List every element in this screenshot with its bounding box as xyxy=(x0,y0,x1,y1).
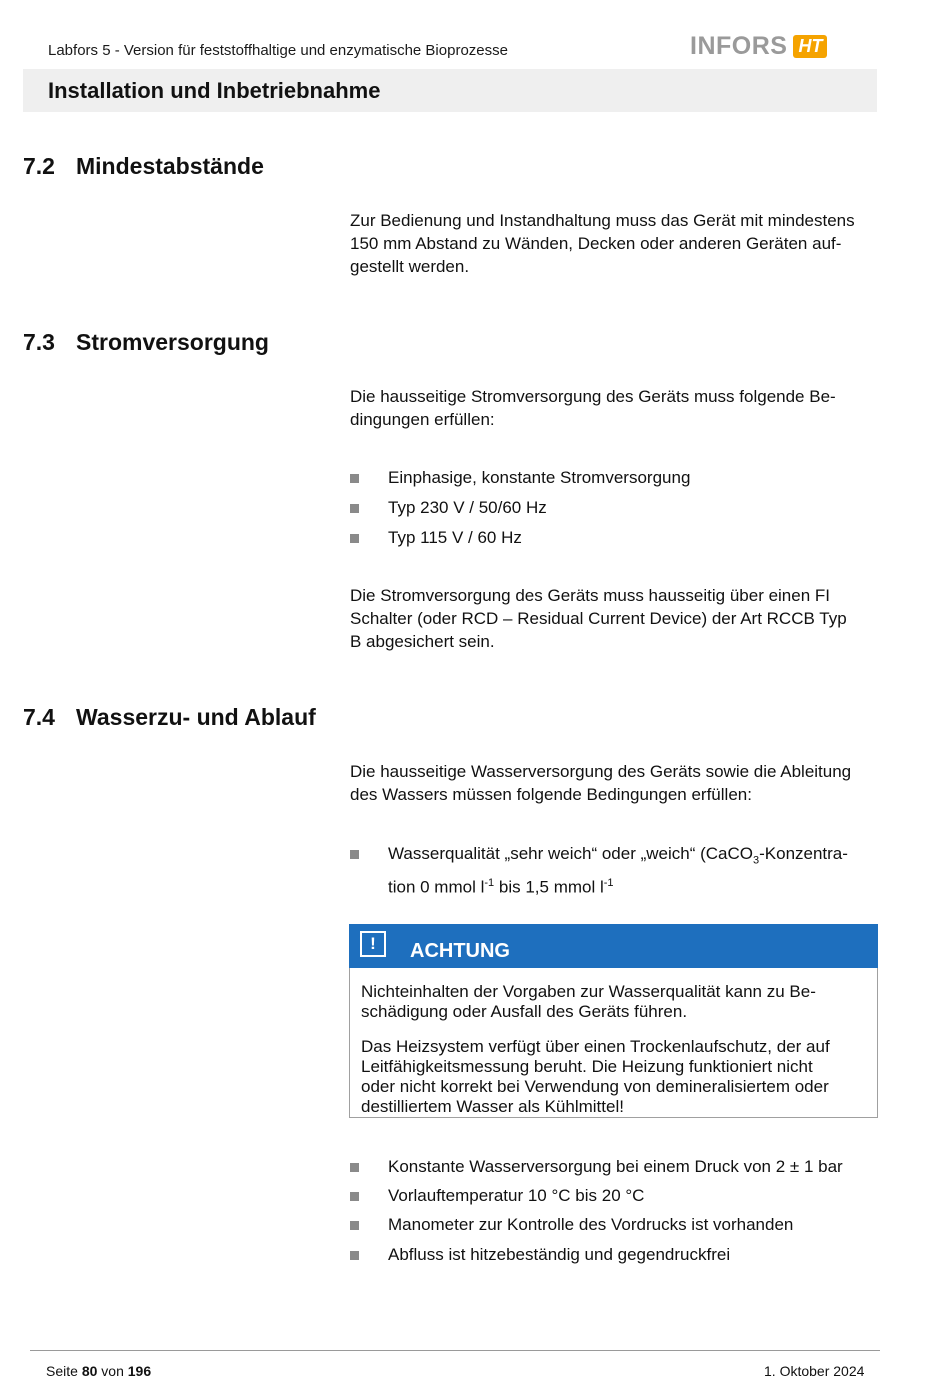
section-title: Stromversorgung xyxy=(76,329,269,355)
list-item-text: Vorlauftemperatur 10 °C bis 20 °C xyxy=(388,1186,645,1205)
document-subtitle: Labfors 5 - Version für feststoffhaltige und enzymatische Bioprozesse xyxy=(48,42,508,59)
warning-paragraph xyxy=(361,982,866,1022)
bullet-square-icon xyxy=(350,504,359,513)
bullet-square-icon xyxy=(350,474,359,483)
section-number: 7.2 xyxy=(23,153,55,179)
text-fragment: tion 0 mmol l xyxy=(388,878,485,898)
warning-paragraph xyxy=(361,1037,866,1117)
text-line: 150 mm Abstand zu Wänden, Decken oder anderen Geräten auf- xyxy=(350,234,842,253)
section-7-2-paragraph xyxy=(350,209,880,278)
warning-exclamation-icon: ! xyxy=(360,931,386,957)
text-line: dingungen erfüllen: xyxy=(350,410,495,429)
bullet-square-icon xyxy=(350,1163,359,1172)
text-line: oder nicht korrekt bei Verwendung von demineralisiertem oder xyxy=(361,1077,829,1096)
logo-badge: HT xyxy=(793,35,827,58)
text-line: Die Stromversorgung des Geräts muss hausseitig über einen FI xyxy=(350,586,831,605)
section-7-3-heading xyxy=(23,329,269,356)
list-item xyxy=(350,1184,880,1207)
logo-text: INFORS xyxy=(690,31,788,60)
list-item xyxy=(350,496,880,519)
chapter-title: Installation und Inbetriebnahme xyxy=(48,78,381,103)
bullet-square-icon xyxy=(350,1251,359,1260)
list-item-water-quality xyxy=(350,842,880,899)
section-7-3-intro xyxy=(350,385,880,431)
list-item xyxy=(350,1243,880,1266)
footer-divider xyxy=(30,1350,880,1351)
list-item-text: Einphasige, konstante Stromversorgung xyxy=(388,468,691,487)
text-line: destilliertem Wasser als Kühlmittel! xyxy=(361,1097,624,1116)
text-line: Die hausseitige Wasserversorgung des Geräts sowie die Ableitung xyxy=(350,762,852,781)
text-line: Nichteinhalten der Vorgaben zur Wasserqualität kann zu Be- xyxy=(361,982,816,1001)
page-prefix: Seite xyxy=(46,1363,82,1379)
bullet-square-icon xyxy=(350,1221,359,1230)
text-line: Das Heizsystem verfügt über einen Trockenlaufschutz, der auf xyxy=(361,1037,830,1056)
section-7-3-outro xyxy=(350,584,880,653)
text-line: Zur Bedienung und Instandhaltung muss das Gerät mit mindestens xyxy=(350,211,855,230)
text-line: schädigung oder Ausfall des Geräts führen. xyxy=(361,1002,688,1021)
page-mid: von xyxy=(97,1363,128,1379)
list-item-text: Abfluss ist hitzebeständig und gegendruckfrei xyxy=(388,1245,731,1264)
superscript: -1 xyxy=(603,877,614,890)
text-line: des Wassers müssen folgende Bedingungen erfüllen: xyxy=(350,785,752,804)
subscript: 3 xyxy=(752,854,760,867)
text-fragment: -Konzentra- xyxy=(759,844,848,863)
footer-date: 1. Oktober 2024 xyxy=(764,1363,865,1379)
list-item xyxy=(350,1155,880,1178)
section-title: Wasserzu- und Ablauf xyxy=(76,704,316,730)
section-title: Mindestabstände xyxy=(76,153,264,179)
list-item-text xyxy=(388,842,848,899)
text-line: Leitfähigkeitsmessung beruht. Die Heizung funktioniert nicht xyxy=(361,1057,813,1076)
section-number: 7.3 xyxy=(23,329,55,355)
bullet-square-icon xyxy=(350,1192,359,1201)
list-item xyxy=(350,1213,880,1236)
list-item-text: Manometer zur Kontrolle des Vordrucks ist vorhanden xyxy=(388,1215,794,1234)
list-item xyxy=(350,466,880,489)
text-line: Schalter (oder RCD – Residual Current Device) der Art RCCB Typ xyxy=(350,609,847,628)
infors-ht-logo xyxy=(690,32,827,60)
section-7-4-intro xyxy=(350,760,880,806)
page-current: 80 xyxy=(81,1363,98,1379)
page-number xyxy=(46,1363,151,1379)
warning-title: ACHTUNG xyxy=(410,940,510,962)
list-item xyxy=(350,526,880,549)
list-item-text: Konstante Wasserversorgung bei einem Druck von 2 ± 1 bar xyxy=(388,1157,843,1176)
list-item-text: Typ 115 V / 60 Hz xyxy=(388,528,522,547)
section-7-2-heading xyxy=(23,153,264,180)
page-total: 196 xyxy=(127,1363,152,1379)
text-fragment: Wasserqualität „sehr weich“ oder „weich“ (CaCO xyxy=(388,844,753,863)
superscript: -1 xyxy=(484,877,495,890)
section-7-4-heading xyxy=(23,704,316,731)
bullet-square-icon xyxy=(350,850,359,859)
section-number: 7.4 xyxy=(23,704,55,730)
text-fragment: bis 1,5 mmol l xyxy=(494,878,604,898)
list-item-text: Typ 230 V / 50/60 Hz xyxy=(388,498,547,517)
bullet-square-icon xyxy=(350,534,359,543)
text-line: Die hausseitige Stromversorgung des Geräts muss folgende Be- xyxy=(350,387,836,406)
text-line: B abgesichert sein. xyxy=(350,632,495,651)
text-line: gestellt werden. xyxy=(350,257,470,276)
